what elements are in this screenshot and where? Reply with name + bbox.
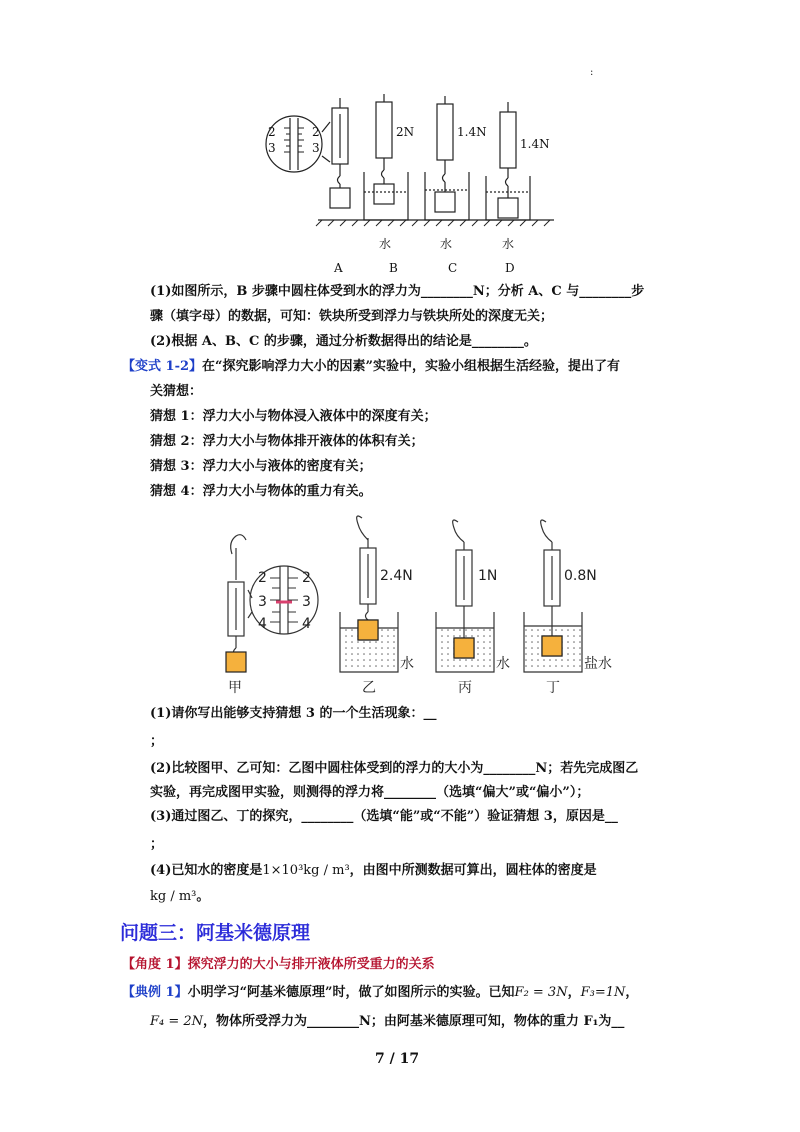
tick-label: 3 [302,594,311,610]
figure-label: 丁 [546,680,560,696]
reading-label: 1.4N [520,137,550,151]
q2-line1: (1)请你写出能够支持猜想 3 的一个生活现象：__ [150,706,437,721]
liquid-label: 盐水 [584,656,612,672]
corner-mark: : [590,67,594,78]
tick-label: 2 [258,570,267,586]
q1-line2: 骤（填字母）的数据，可知：铁块所受到浮力与铁块所处的深度无关； [150,309,554,324]
liquid-label: 水 [400,656,414,672]
liquid-label: 水 [496,656,510,672]
reading-label: 0.8N [564,568,597,584]
variant-line2: 关猜想： [150,384,203,399]
tick-label: 4 [258,616,267,632]
tick-label: 2 [302,570,311,586]
q2-line3: (2)比较图甲、乙可知：乙图中圆柱体受到的浮力的大小为________N；若先完成图乙 [150,761,639,776]
q1-line1: (1)如图所示，B 步骤中圆柱体受到水的浮力为________N；分析 A、C 与________步 [150,284,645,299]
example-text-2: ，物体所受浮力为________N；由阿基米德原理可知，物体的重力 F₁为__ [203,1014,625,1029]
figure-1-spring-scales [262,92,582,277]
step-label: D [505,261,515,275]
q2-line7-text-a: (4)已知水的密度是 [150,863,263,878]
guess-1: 猜想 1：浮力大小与物体浸入液体中的深度有关； [150,409,437,424]
q2-line4: 实验，再完成图甲实验，则测得的浮力将________（选填“偏大”或“偏小”）； [150,785,590,800]
example-line2 [150,1013,624,1031]
angle-line [122,956,435,974]
tick-label: 3 [258,594,267,610]
example-line1 [122,984,638,1002]
q2-line8-end: 。 [196,889,210,904]
separator: ， [567,985,581,1000]
tick-label: 3 [268,141,276,155]
tick-label: 4 [302,616,311,632]
q2-line5: (3)通过图乙、丁的探究，________（选填“能”或“不能”）验证猜想 3，原因是__ [150,809,618,824]
reading-label: 2.4N [380,568,413,584]
step-label: B [389,261,398,275]
liquid-label: 水 [379,237,392,251]
tick-label: 2 [268,125,276,139]
example-text: 小明学习“阿基米德原理”时，做了如图所示的实验。已知 [187,985,515,1000]
reading-label: 1.4N [457,125,487,139]
example-tag: 【典例 1】 [122,985,188,1000]
reading-label: 1N [478,568,498,584]
guess-2: 猜想 2：浮力大小与物体排开液体的体积有关； [150,434,424,449]
figure-2-buoyancy-experiment [212,508,652,698]
guess-3: 猜想 3：浮力大小与液体的密度有关； [150,459,372,474]
f3-formula: F₃=1N [580,985,626,1000]
variant-text: 在“探究影响浮力大小的因素”实验中，实验小组根据生活经验，提出了有 [202,359,620,374]
reading-label: 2N [396,125,415,139]
density-unit: kg / m³ [150,889,197,904]
variant-line1 [122,358,620,376]
step-label: A [334,261,343,275]
q2-line8 [150,888,209,906]
figure-label: 丙 [458,680,472,696]
liquid-label: 水 [502,237,515,251]
section-title: 问题三：阿基米德原理 [120,922,311,944]
figure-label: 甲 [228,680,242,696]
q2-line6: ； [150,837,164,852]
density-formula: 1×10³kg / m³ [262,863,350,878]
q2-line2: ； [150,734,164,749]
liquid-label: 水 [440,237,453,251]
tick-label: 2 [312,125,320,139]
figure-label: 乙 [362,680,376,696]
variant-tag: 【变式 1-2】 [122,359,203,374]
page-number: 7 / 17 [375,1051,420,1067]
q2-line7 [150,862,597,880]
q1-line3: (2)根据 A、B、C 的步骤，通过分析数据得出的结论是________。 [150,334,537,349]
tick-label: 3 [312,141,320,155]
f4-formula: F₄ = 2N [150,1014,204,1029]
guess-4: 猜想 4：浮力大小与物体的重力有关。 [150,484,372,499]
f2-formula: F₂ = 3N [514,985,568,1000]
separator: ， [625,985,639,1000]
angle-tag: 【角度 1】 [122,957,188,972]
step-label: C [448,261,458,275]
angle-text: 探究浮力的大小与排开液体所受重力的关系 [187,957,435,972]
q2-line7-text-b: ，由图中所测数据可算出，圆柱体的密度是 [349,863,597,878]
